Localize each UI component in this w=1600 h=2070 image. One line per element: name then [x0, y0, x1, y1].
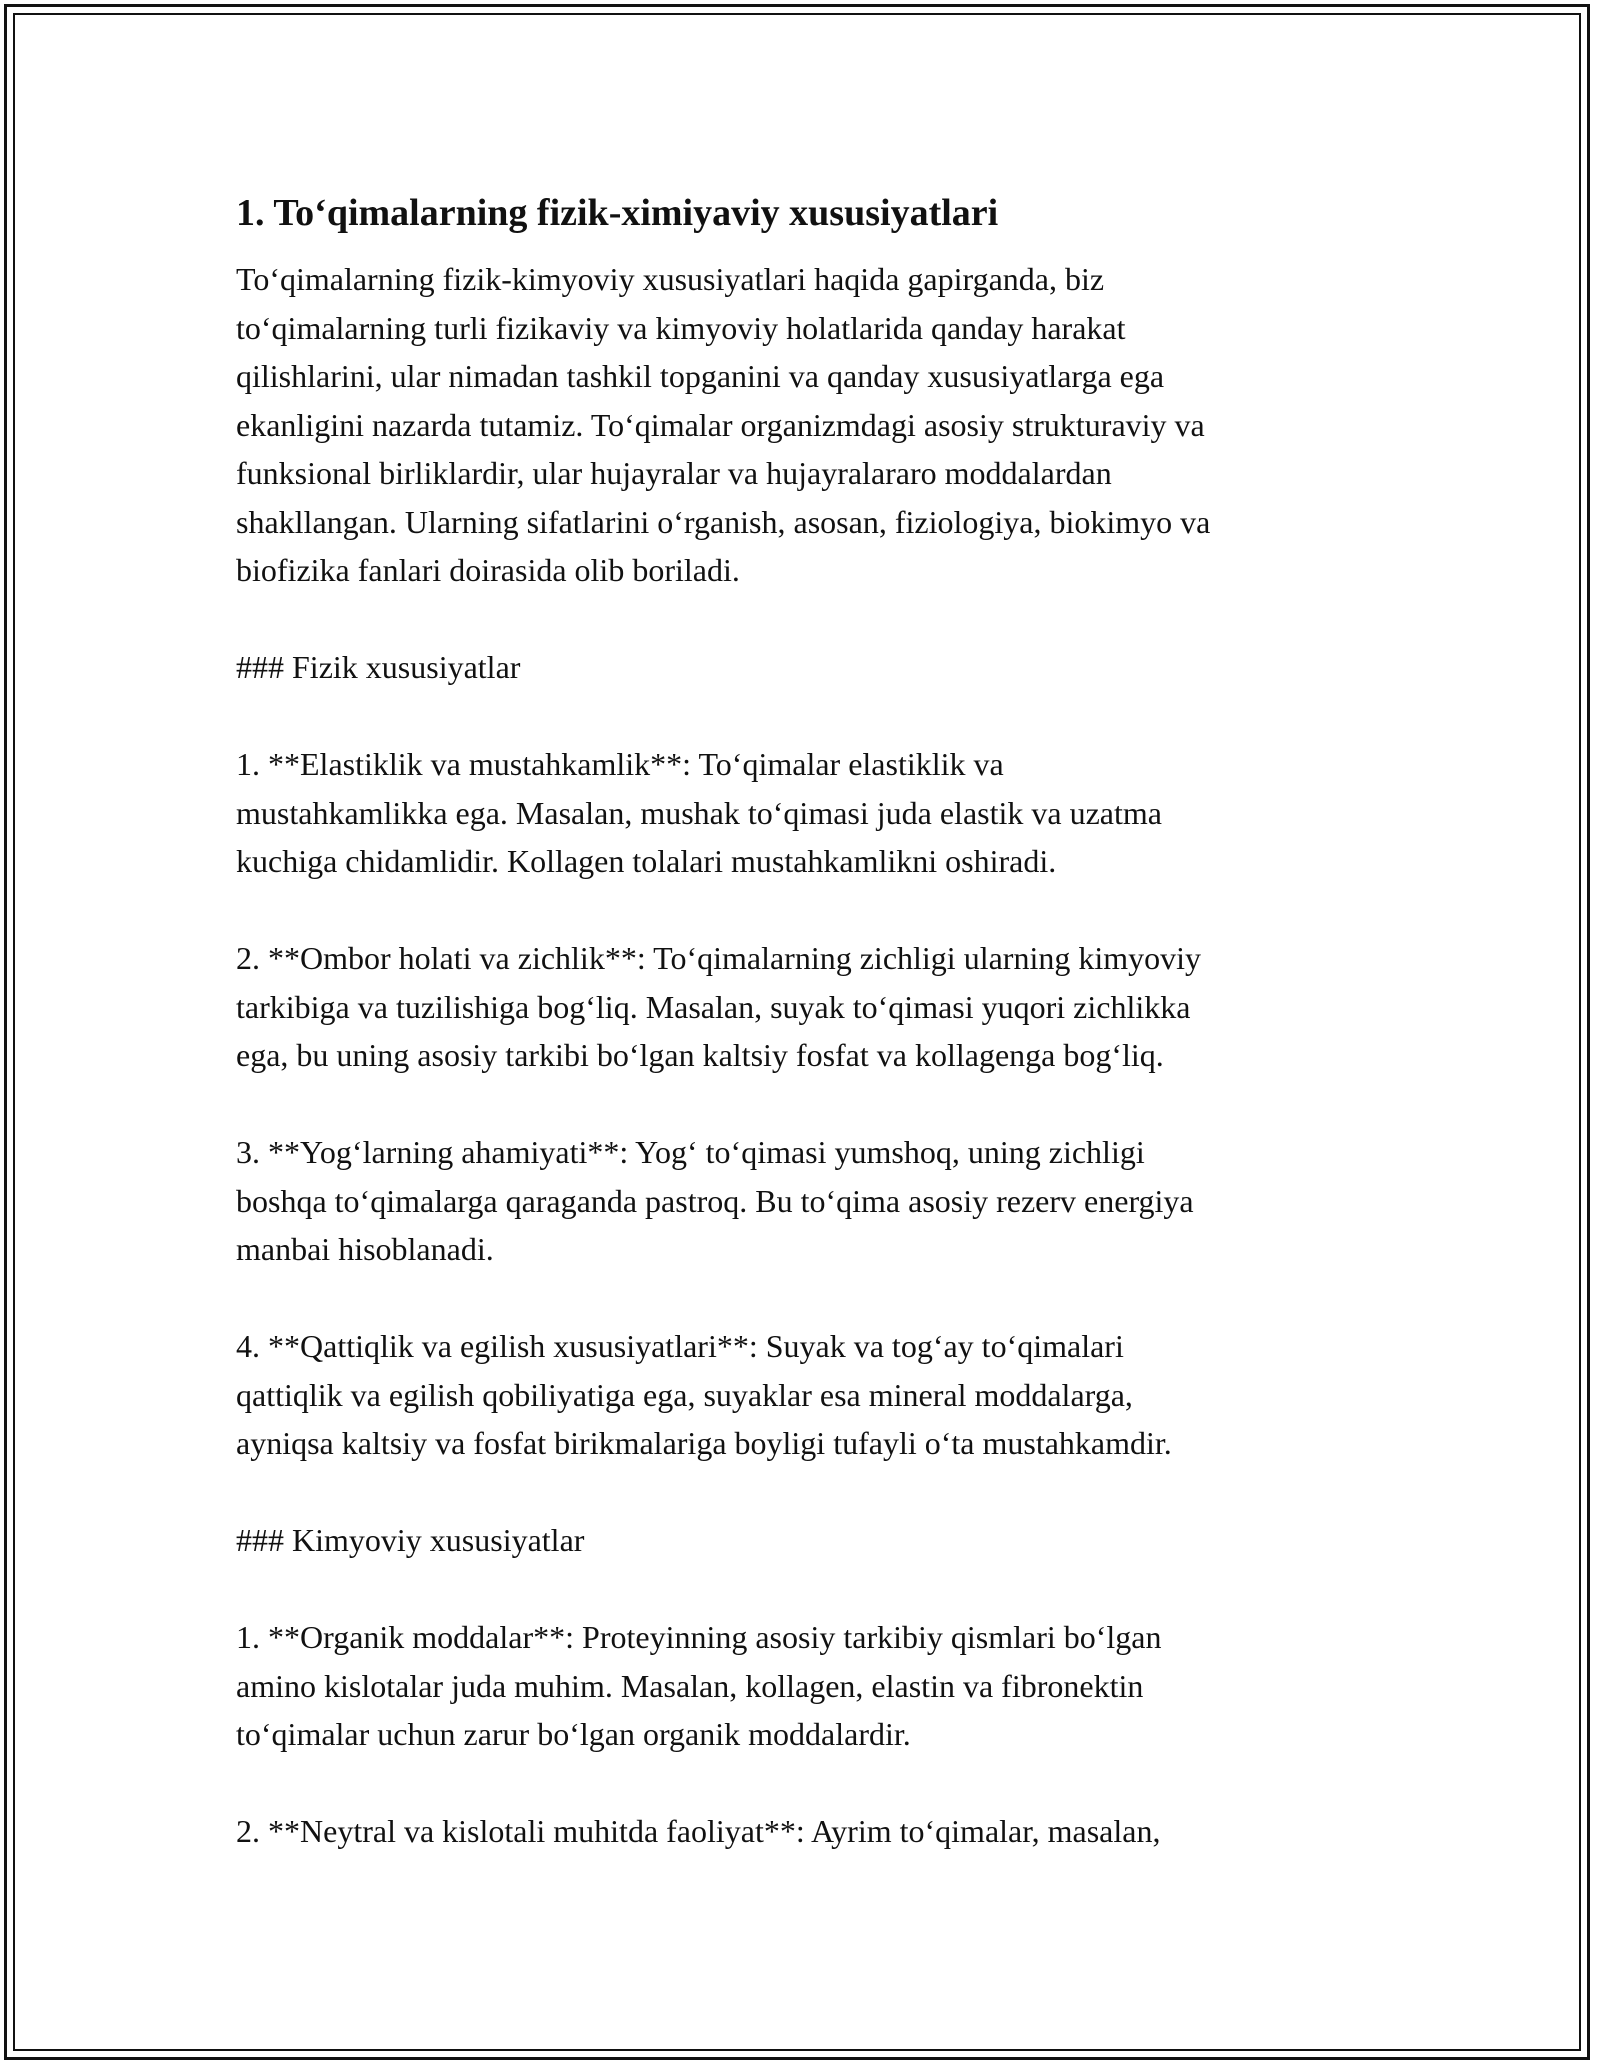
text-line: 4. **Qattiqlik va egilish xususiyatlari**: Suyak va tog‘ay to‘qimalari — [236, 1328, 1124, 1364]
text-line: To‘qimalarning fizik-kimyoviy xususiyatlari haqida gapirganda, biz — [236, 261, 1105, 297]
text-line: amino kislotalar juda muhim. Masalan, kollagen, elastin va fibronektin — [236, 1667, 1144, 1704]
paragraph — [236, 1516, 1366, 1565]
text-line: ### Kimyoviy xususiyatlar — [236, 1522, 585, 1558]
text-line: ekanligini nazarda tutamiz. To‘qimalar organizmdagi asosiy strukturaviy va — [236, 406, 1205, 443]
paragraph — [236, 1322, 1366, 1468]
text-line: biofizika fanlari doirasida olib boriladi. — [236, 552, 740, 588]
text-line: qattiqlik va egilish qobiliyatiga ega, suyaklar esa mineral moddalarga, — [236, 1376, 1133, 1413]
text-line: 2. **Ombor holati va zichlik**: To‘qimalarning zichligi ularning kimyoviy — [236, 940, 1201, 976]
paragraph — [236, 740, 1366, 886]
paragraph-list — [236, 255, 1366, 1856]
text-line: manbai hisoblanadi. — [236, 1231, 494, 1267]
text-line: kuchiga chidamlidir. Kollagen tolalari mustahkamlikni oshiradi. — [236, 843, 1057, 879]
text-line: boshqa to‘qimalarga qaraganda pastroq. Bu to‘qima asosiy rezerv energiya — [236, 1182, 1194, 1219]
text-line: shakllangan. Ularning sifatlarini o‘rganish, asosan, fiziologiya, biokimyo va — [236, 503, 1211, 540]
text-line: tarkibiga va tuzilishiga bog‘liq. Masalan, suyak to‘qimasi yuqori zichlikka — [236, 988, 1191, 1025]
paragraph — [236, 934, 1366, 1080]
document-heading: 1. To‘qimalarning fizik-ximiyaviy xususiyatlari — [236, 192, 999, 234]
text-line: 3. **Yog‘larning ahamiyati**: Yog‘ to‘qimasi yumshoq, uning zichligi — [236, 1134, 1145, 1170]
text-line: to‘qimalarning turli fizikaviy va kimyoviy holatlarida qanday harakat — [236, 309, 1126, 346]
paragraph — [236, 1613, 1366, 1759]
text-line: ### Fizik xususiyatlar — [236, 649, 521, 685]
text-line: qilishlarini, ular nimadan tashkil topganini va qanday xususiyatlarga ega — [236, 358, 1165, 394]
paragraph — [236, 255, 1366, 595]
text-line: to‘qimalar uchun zarur bo‘lgan organik moddalardir. — [236, 1716, 911, 1752]
paragraph — [236, 643, 1366, 692]
text-line: mustahkamlikka ega. Masalan, mushak to‘qimasi juda elastik va uzatma — [236, 794, 1162, 831]
text-line: 2. **Neytral va kislotali muhitda faoliyat**: Ayrim to‘qimalar, masalan, — [236, 1813, 1161, 1849]
document-body — [236, 187, 1366, 1904]
paragraph — [236, 1807, 1366, 1856]
paragraph — [236, 1128, 1366, 1274]
text-line: funksional birliklardir, ular hujayralar va hujayralararo moddalardan — [236, 455, 1112, 491]
text-line: ega, bu uning asosiy tarkibi bo‘lgan kaltsiy fosfat va kollagenga bog‘liq. — [236, 1037, 1164, 1073]
text-line: 1. **Elastiklik va mustahkamlik**: To‘qimalar elastiklik va — [236, 746, 1004, 782]
text-line: 1. **Organik moddalar**: Proteyinning asosiy tarkibiy qismlari bo‘lgan — [236, 1619, 1162, 1655]
text-line: ayniqsa kaltsiy va fosfat birikmalariga boyligi tufayli o‘ta mustahkamdir. — [236, 1425, 1172, 1461]
